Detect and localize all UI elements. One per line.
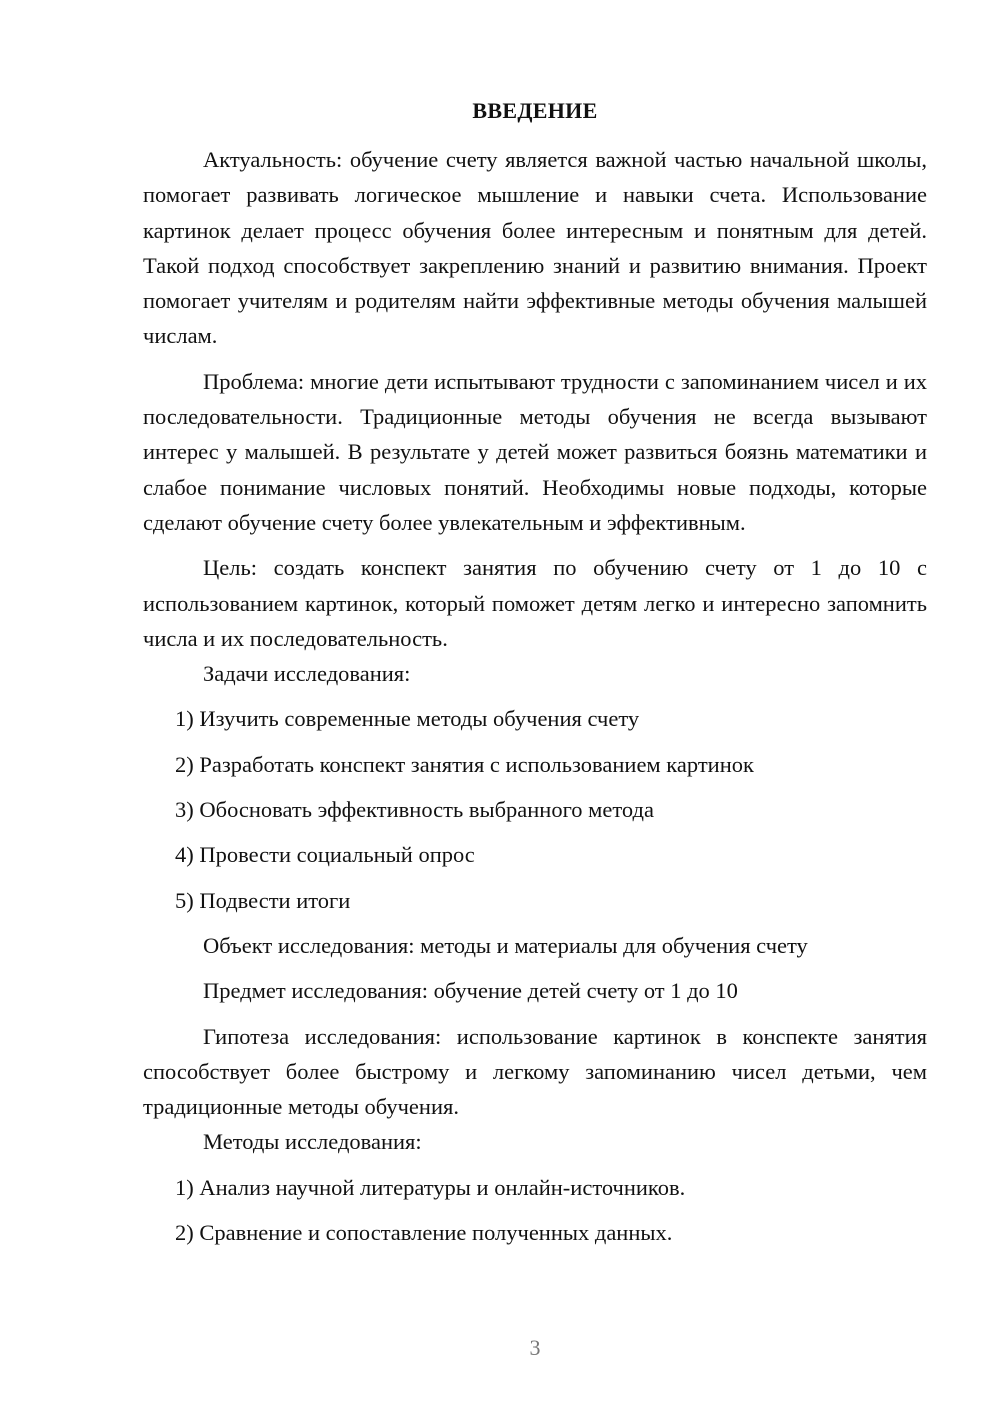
tasks-list [143,701,927,917]
paragraph-hypothesis: Гипотеза исследования: использование картинок в конспекте занятия способствует более быстрому и легкому запоминанию чисел детьми, чем традиционные методы обучения. [143,1023,927,1120]
tasks-heading: Задачи исследования: [203,661,411,687]
page-number: 3 [529,1335,541,1360]
paragraph-relevance: Актуальность: обучение счету является важной частью начальной школы, помогает развивать логическое мышление и навыки счета. Использование картинок делает процесс обучения более интересным и понятным для детей. Такой подход способствует закреплению знаний и развитию внимания. Проект помогает учителям и родителям найти эффективные методы обучения малышей числам. [143,147,927,349]
paragraph-object: Объект исследования: методы и материалы для обучения счету [203,932,808,958]
paragraph-goal: Цель: создать конспект занятия по обучению счету от 1 до 10 с использованием картинок, который поможет детям легко и интересно запомнить числа и их последовательность. [143,555,927,651]
page-title: ВВЕДЕНИЕ [472,98,598,123]
list-item: 3) Обосновать эффективность выбранного метода [175,797,654,823]
methods-heading: Методы исследования: [203,1129,422,1155]
list-item: 5) Подвести итоги [175,887,351,913]
list-item: 1) Изучить современные методы обучения счету [175,706,640,732]
list-item: 1) Анализ научной литературы и онлайн-источников. [175,1174,686,1200]
list-item: 2) Разработать конспект занятия с использованием картинок [175,751,754,777]
paragraph-problem: Проблема: многие дети испытывают трудности с запоминанием чисел и их последовательности. Традиционные методы обучения не всегда вызывают интерес у малышей. В результате у детей может развиться боязнь математики и слабое понимание числовых понятий. Необходимы новые подходы, которые сделают обучение счету более увлекательным и эффективным. [143,368,927,535]
list-item: 4) Провести социальный опрос [175,842,475,868]
document-body [143,142,927,1250]
methods-list [143,1170,927,1251]
paragraph-subject: Предмет исследования: обучение детей счету от 1 до 10 [203,978,738,1004]
list-item: 2) Сравнение и сопоставление полученных данных. [175,1220,673,1246]
